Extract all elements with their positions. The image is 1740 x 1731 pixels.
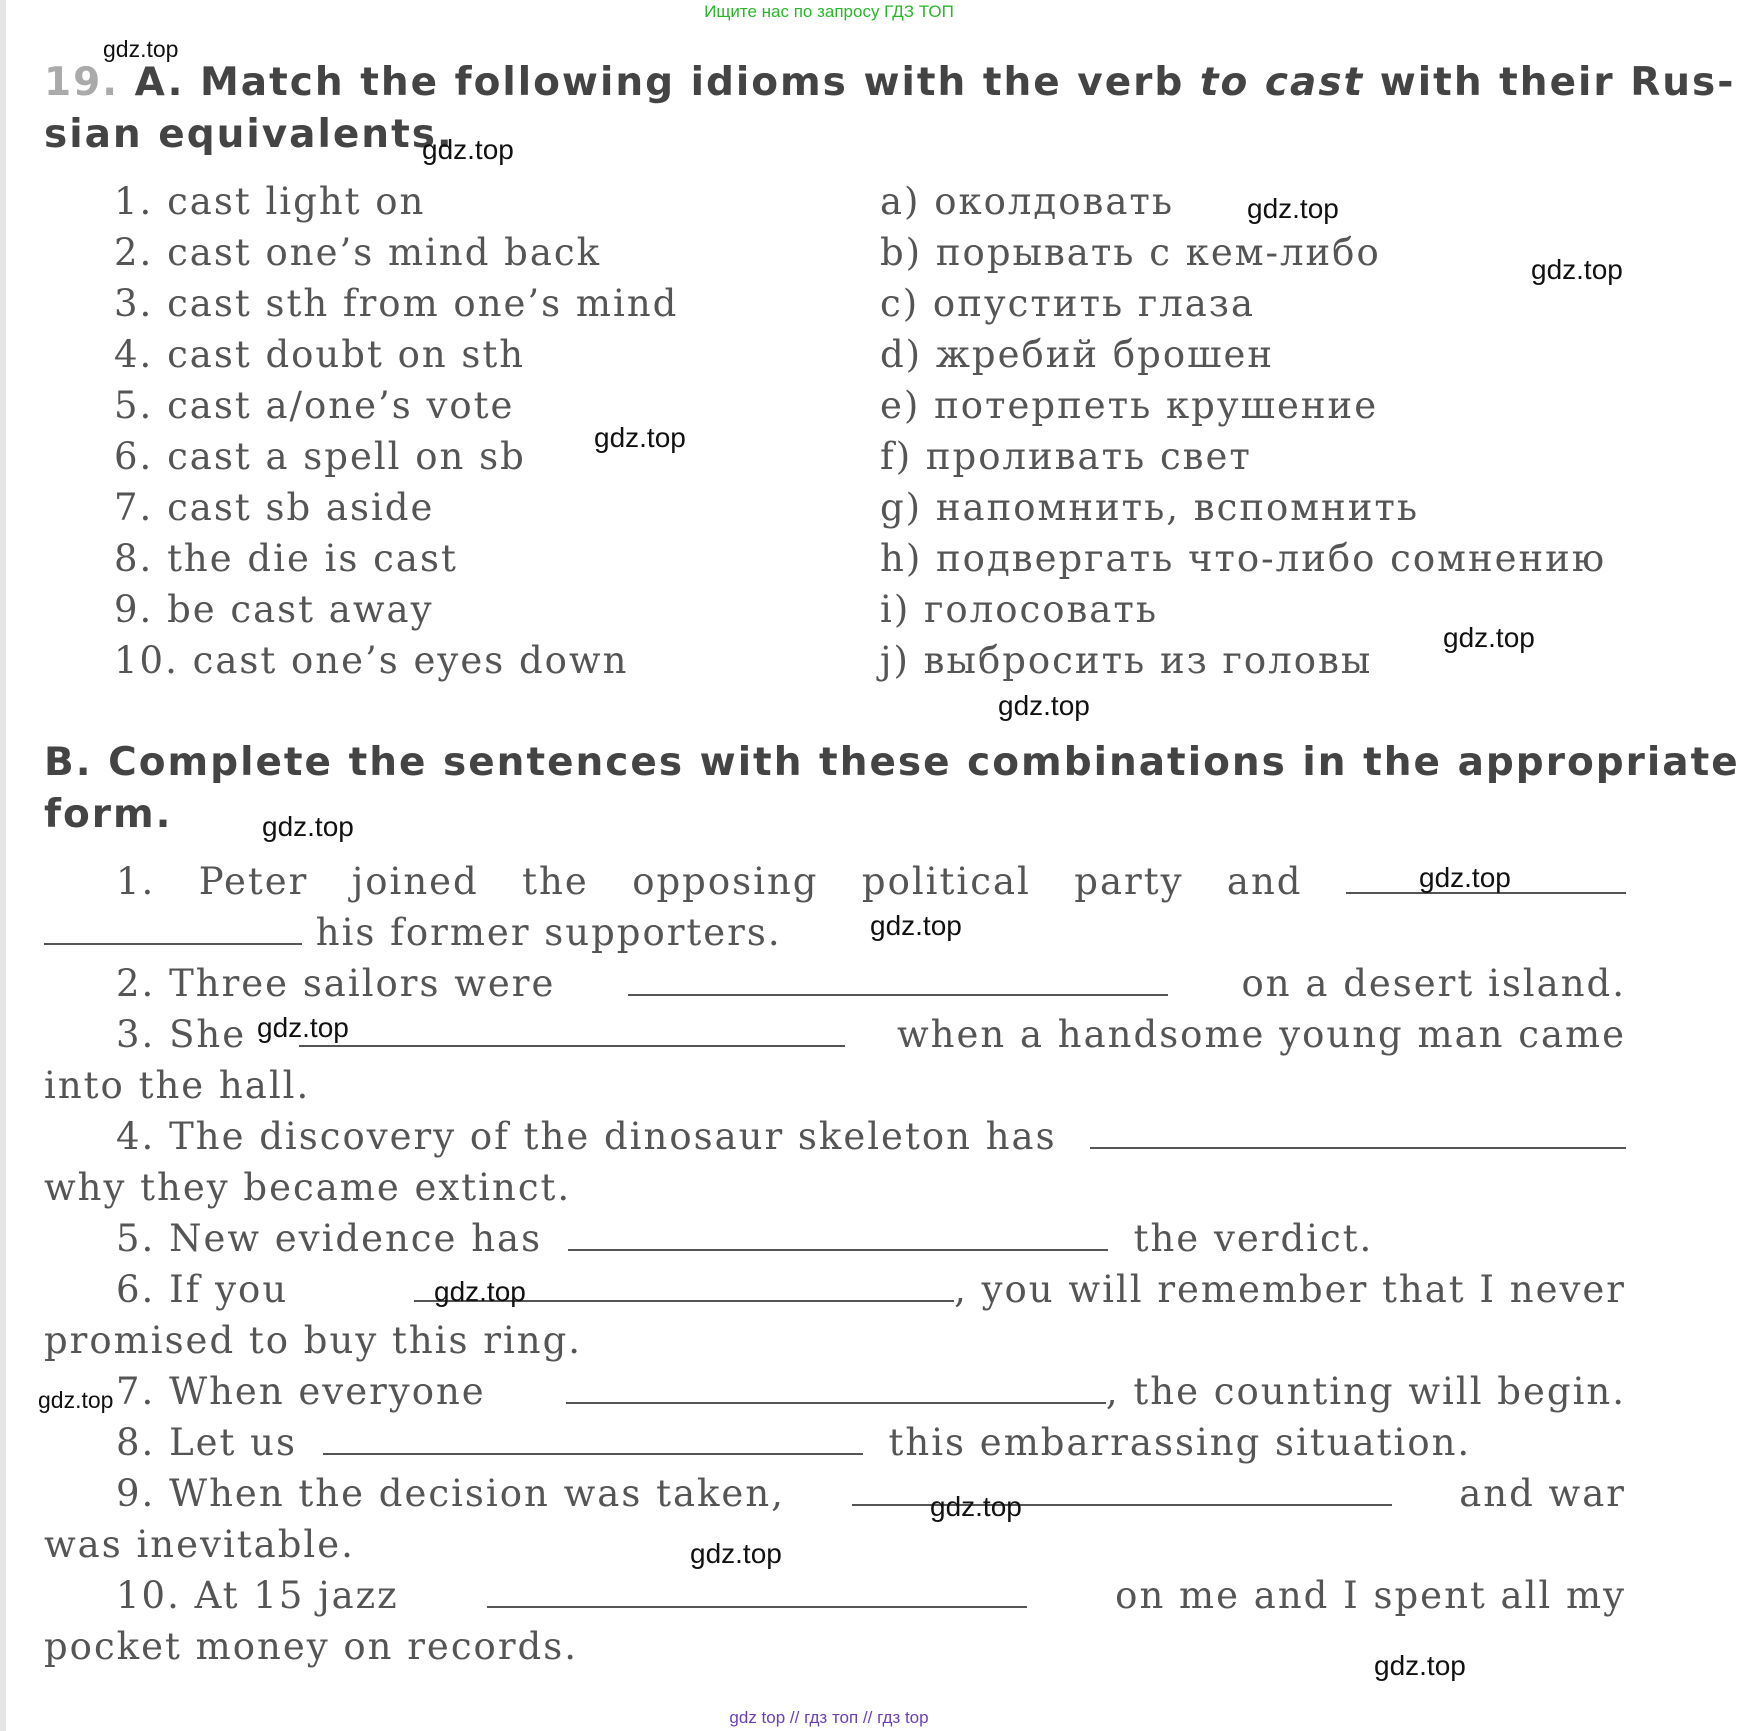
sentence-4 (44, 1115, 1626, 1158)
sentence-1-line1 (44, 860, 1626, 903)
watermark: gdz.top (422, 134, 514, 165)
answer-blank[interactable] (44, 911, 302, 945)
s3-post: when a handsome young man came (896, 1013, 1626, 1056)
s9-pre: 9. When the decision was taken, (116, 1472, 785, 1515)
idiom-item: 7. cast sb aside (114, 486, 435, 529)
idiom-item: 2. cast one’s mind back (114, 231, 602, 274)
sentence-7 (44, 1370, 1626, 1413)
watermark: gdz.top (262, 811, 354, 842)
watermark: gdz.top (870, 910, 962, 941)
answer-blank[interactable] (299, 1013, 845, 1047)
watermark: gdz.top (690, 1538, 782, 1569)
watermark: gdz.top (1247, 193, 1339, 224)
idiom-item: 8. the die is cast (114, 537, 458, 580)
sentence-8 (116, 1421, 1471, 1464)
answer-blank[interactable] (566, 1370, 1106, 1404)
watermark: gdz.top (38, 1387, 114, 1413)
page-edge-shadow (0, 0, 6, 1731)
s10-pre: 10. At 15 jazz (116, 1574, 399, 1617)
watermark: gdz.top (1443, 622, 1535, 653)
equivalent-item: j) выбросить из головы (880, 639, 1373, 682)
idiom-item: 3. cast sth from one’s mind (114, 282, 679, 325)
watermark: gdz.top (998, 690, 1090, 721)
part-a-title-pre: A. Match the following idioms with the verb (134, 60, 1185, 105)
s1-word: Peter (198, 860, 309, 903)
watermark: gdz.top (1531, 254, 1623, 285)
sentence-4-cont: why they became extinct. (44, 1166, 572, 1209)
watermark: gdz.top (594, 422, 686, 453)
sentence-2 (44, 962, 1626, 1005)
s3-pre: 3. She (116, 1013, 247, 1056)
part-a-heading-line1 (44, 60, 1735, 105)
equivalent-item: e) потерпеть крушение (880, 384, 1379, 427)
part-a-title-post: with their Rus- (1379, 60, 1736, 105)
sentence-10 (44, 1574, 1626, 1617)
s7-post: , the counting will begin. (1105, 1370, 1626, 1413)
s5-pre: 5. New evidence has (116, 1217, 543, 1260)
s8-post: this embarrassing situation. (888, 1421, 1472, 1464)
part-b-heading-line1: B. Complete the sentences with these combinations in the appropriate (44, 740, 1740, 785)
sentence-5 (116, 1217, 1373, 1260)
s1-word: party (1074, 860, 1184, 903)
part-a-heading-line2: sian equivalents. (44, 112, 454, 157)
idiom-item: 4. cast doubt on sth (114, 333, 526, 376)
idiom-item: 5. cast a/one’s vote (114, 384, 515, 427)
s6-pre: 6. If you (116, 1268, 289, 1311)
equivalent-item: c) опустить глаза (880, 282, 1256, 325)
equivalent-item: f) проливать свет (880, 435, 1252, 478)
watermark: gdz.top (930, 1491, 1022, 1522)
s1-word: political (861, 860, 1031, 903)
s4-pre: 4. The discovery of the dinosaur skeleton has (116, 1115, 1057, 1158)
watermark: gdz.top (434, 1276, 526, 1307)
s7-blank-wrap (566, 1370, 1626, 1413)
s6-post: , you will remember that I never (954, 1268, 1626, 1311)
s5-post: the verdict. (1133, 1217, 1374, 1260)
watermark: gdz.top (1419, 862, 1511, 893)
watermark: gdz.top (257, 1012, 349, 1043)
idiom-item: 9. be cast away (114, 588, 434, 631)
answer-blank[interactable] (487, 1574, 1027, 1608)
equivalent-item: b) порывать с кем-либо (880, 231, 1381, 274)
exercise-number: 19. (44, 60, 120, 105)
watermark: gdz.top (103, 36, 179, 62)
s1-word: and (1226, 860, 1303, 903)
footer-link[interactable]: gdz top // гдз топ // гдз top (729, 1708, 929, 1727)
s1-word: 1. (116, 860, 156, 903)
s9-post: and war (1459, 1472, 1626, 1515)
equivalent-item: g) напомнить, вспомнить (880, 486, 1419, 529)
sentence-9 (44, 1472, 1626, 1515)
equivalent-item: h) подвергать что-либо сомнению (880, 537, 1607, 580)
s6-blank-wrap (414, 1268, 1626, 1311)
idiom-item: 1. cast light on (114, 180, 426, 223)
idiom-item: 6. cast a spell on sb (114, 435, 526, 478)
idiom-item: 10. cast one’s eyes down (114, 639, 629, 682)
equivalent-item: a) околдовать (880, 180, 1174, 223)
sentence-9-cont: was inevitable. (44, 1523, 355, 1566)
s8-pre: 8. Let us (116, 1421, 297, 1464)
s7-pre: 7. When everyone (116, 1370, 486, 1413)
s10-post: on me and I spent all my (1115, 1574, 1626, 1617)
answer-blank[interactable] (323, 1421, 863, 1455)
part-b-heading-line2: form. (44, 792, 173, 837)
watermark: gdz.top (1374, 1650, 1466, 1681)
equivalent-item: i) голосовать (880, 588, 1158, 631)
sentence-6 (44, 1268, 1626, 1311)
sentence-3-cont: into the hall. (44, 1064, 311, 1107)
s1-word: opposing (632, 860, 819, 903)
answer-blank[interactable] (568, 1217, 1108, 1251)
s2-pre: 2. Three sailors were (116, 962, 556, 1005)
s1-word: the (522, 860, 589, 903)
sentence-10-cont: pocket money on records. (44, 1625, 578, 1668)
answer-blank[interactable] (1090, 1115, 1626, 1149)
s1-word: joined (351, 860, 479, 903)
answer-blank[interactable] (628, 962, 1168, 996)
s1-rest: his former supporters. (315, 911, 782, 954)
equivalent-item: d) жребий брошен (880, 333, 1275, 376)
sentence-6-cont: promised to buy this ring. (44, 1319, 583, 1362)
s2-post: on a desert island. (1241, 962, 1626, 1005)
part-a-title-italic: to cast (1199, 60, 1365, 105)
sentence-1-line2 (44, 911, 782, 954)
header-search-link[interactable]: Ищите нас по запросу ГДЗ ТОП (704, 2, 954, 21)
